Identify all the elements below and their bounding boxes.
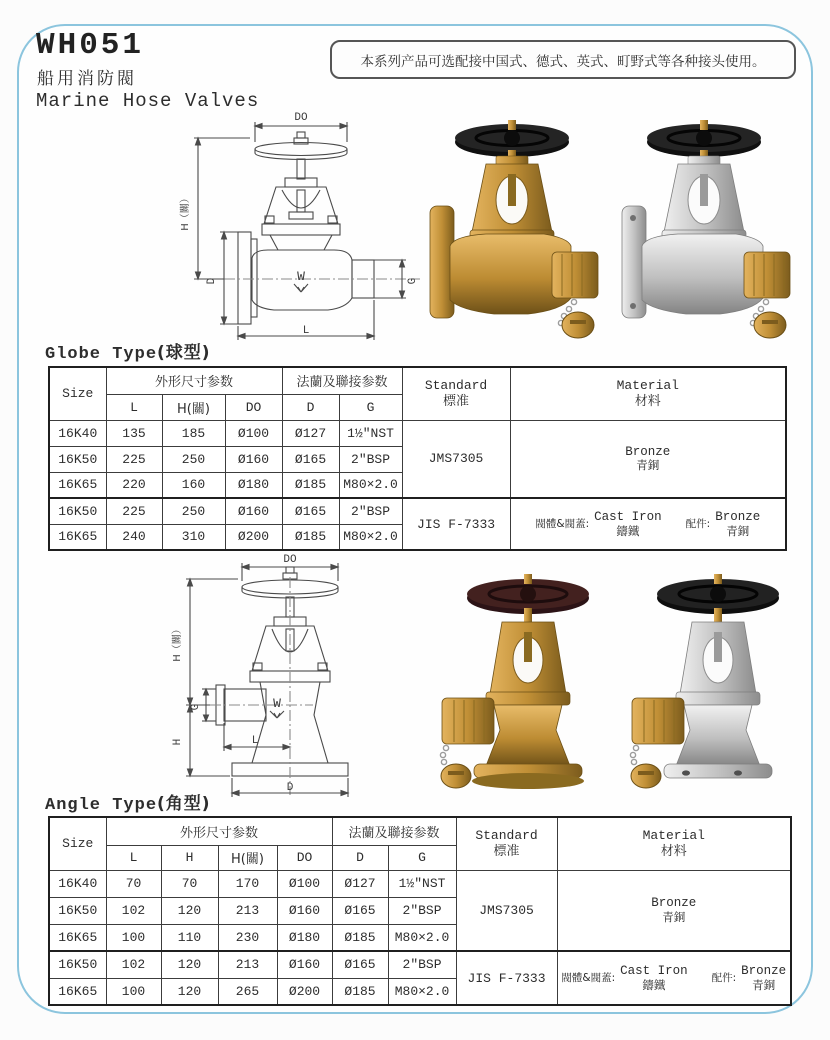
angle-dim-DO: DO: [283, 554, 297, 566]
angle-dim-Hopen: H（關）: [172, 624, 183, 662]
table-row: 16K50 102 120 213 Ø160 Ø165 2″BSP: [49, 897, 791, 924]
product-title-zh: 船用消防閥: [37, 69, 137, 89]
table-row: 16K40 70 70 170 Ø100 Ø127 1½″NST JMS7305 Bronze 青銅: [49, 870, 791, 897]
globe-subcol-G: G: [339, 394, 402, 420]
table-row: 16K65 240 310 Ø200 Ø185 M80×2.0: [49, 524, 786, 550]
angle-subcol-G: G: [388, 845, 456, 870]
globe-col-size: Size: [49, 367, 106, 420]
globe-subcol-L: L: [106, 394, 162, 420]
angle-dim-H: H: [172, 738, 184, 746]
product-title-en: Marine Hose Valves: [36, 90, 260, 112]
angle-group-flange: 法蘭及聯接参数: [332, 817, 456, 845]
table-row: 16K65 220 160 Ø180 Ø185 M80×2.0: [49, 472, 786, 498]
angle-material-castiron: 閥體&閥蓋: Cast Iron 鑄鐵 配件: Bronze 青銅: [557, 951, 791, 1005]
angle-section-title: Angle Type(角型): [45, 794, 211, 815]
globe-section-title: Globe Type(球型): [45, 343, 211, 364]
globe-dim-DO: DO: [294, 112, 308, 124]
globe-subcol-D: D: [282, 394, 339, 420]
series-note-text: 本系列产品可选配接中国式、德式、英式、町野式等各种接头使用。: [360, 53, 766, 70]
globe-dim-L: L: [302, 325, 310, 337]
angle-valve-technical-drawing: [158, 553, 426, 801]
globe-valve-bronze-photo: [424, 112, 604, 340]
table-row: 16K50 102 120 213 Ø160 Ø165 2″BSP JIS F-7333 閥體&閥蓋: Cast Iron 鑄鐵 配件: Bronze 青銅: [49, 951, 791, 978]
globe-valve-technical-drawing: [158, 108, 426, 352]
globe-spec-table: [48, 366, 787, 551]
globe-flow-marker: W: [297, 269, 305, 284]
angle-spec-table: [48, 816, 792, 1006]
angle-subcol-DO: DO: [277, 845, 332, 870]
angle-standard-jms: JMS7305: [456, 870, 557, 951]
angle-dim-D: D: [286, 782, 294, 794]
globe-dim-G: G: [407, 277, 419, 285]
globe-subcol-DO: DO: [225, 394, 282, 420]
angle-col-size: Size: [49, 817, 106, 870]
table-row: 16K50 225 250 Ø160 Ø165 2″BSP JIS F-7333 閥體&閥蓋: Cast Iron 鑄鐵 配件: Bronze 青銅: [49, 498, 786, 524]
table-row: 16K65 100 120 265 Ø200 Ø185 M80×2.0: [49, 978, 791, 1005]
angle-subcol-D: D: [332, 845, 388, 870]
angle-dim-L: L: [251, 735, 259, 747]
globe-standard-jms: JMS7305: [402, 420, 510, 498]
angle-group-dimensions: 外形尺寸参数: [106, 817, 332, 845]
globe-standard-jis: JIS F-7333: [402, 498, 510, 550]
globe-material-bronze: Bronze 青銅: [510, 420, 786, 498]
table-row: 16K40 135 185 Ø100 Ø127 1½″NST JMS7305 Bronze 青銅: [49, 420, 786, 446]
angle-valve-silver-photo: [620, 566, 805, 798]
globe-group-flange: 法蘭及聯接参数: [282, 367, 402, 394]
angle-standard-jis: JIS F-7333: [456, 951, 557, 1005]
angle-subcol-H: H: [161, 845, 218, 870]
table-row: 16K50 225 250 Ø160 Ø165 2″BSP: [49, 446, 786, 472]
globe-material-castiron: 閥體&閥蓋: Cast Iron 鑄鐵 配件: Bronze 青銅: [510, 498, 786, 550]
angle-col-standard: Standard 標准: [456, 817, 557, 870]
globe-dim-D: D: [206, 277, 218, 285]
globe-valve-silver-photo: [616, 112, 796, 340]
angle-dim-G: G: [190, 703, 202, 711]
angle-subcol-L: L: [106, 845, 161, 870]
table-row: 16K65 100 110 230 Ø180 Ø185 M80×2.0: [49, 924, 791, 951]
angle-valve-bronze-photo: [430, 566, 615, 798]
product-model-code: WH051: [36, 28, 145, 63]
series-note-box: [330, 40, 796, 79]
angle-flow-marker: W: [273, 696, 281, 711]
globe-subcol-H: H(關): [162, 394, 225, 420]
globe-col-material: Material 材料: [510, 367, 786, 420]
angle-subcol-Hopen: H(關): [218, 845, 277, 870]
globe-dim-H: H（關）: [180, 193, 191, 231]
angle-col-material: Material 材料: [557, 817, 791, 870]
globe-group-dimensions: 外形尺寸参数: [106, 367, 282, 394]
globe-col-standard: Standard 標准: [402, 367, 510, 420]
angle-material-bronze: Bronze 青銅: [557, 870, 791, 951]
